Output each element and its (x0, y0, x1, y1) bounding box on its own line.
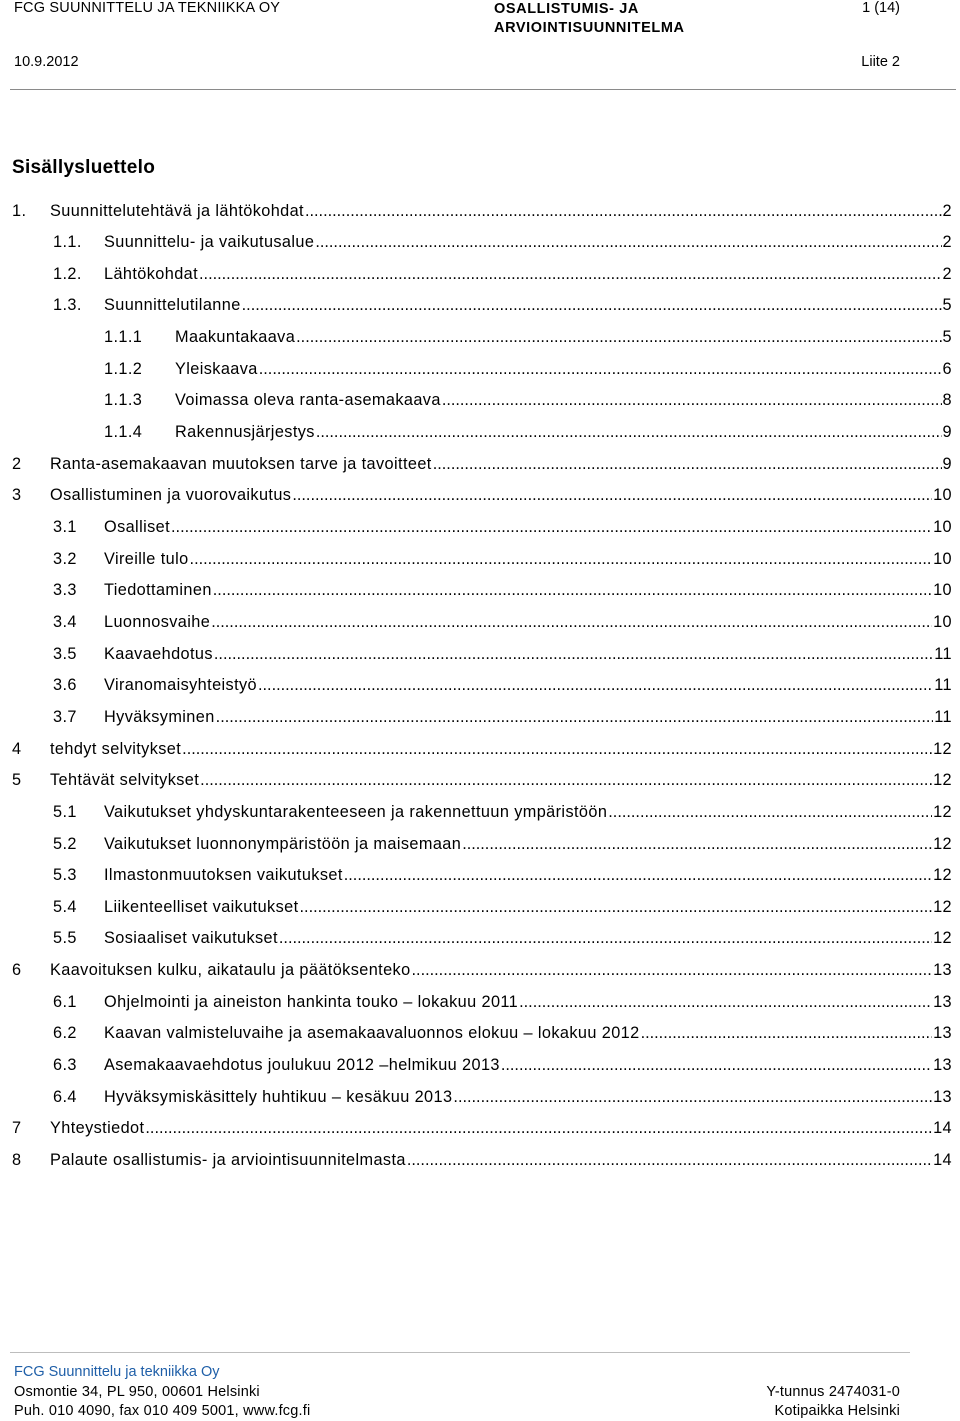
toc-entry-title: tehdyt selvitykset (50, 739, 182, 758)
header-doc-title-line1: OSALLISTUMIS- JA (494, 1, 639, 17)
toc-dot-leader (519, 993, 932, 1012)
toc-entry-page: 2 (942, 233, 952, 252)
toc-dot-leader (200, 771, 932, 790)
toc-entry-title: Sosiaaliset vaikutukset (104, 929, 278, 948)
footer-divider (10, 1352, 910, 1353)
toc-entry-number: 7 (12, 1119, 22, 1138)
toc-entry[interactable] (12, 449, 952, 479)
footer-address: Osmontie 34, PL 950, 00601 Helsinki (14, 1384, 260, 1400)
toc-entry-number: 5 (12, 771, 22, 790)
toc-entry-number: 3 (12, 486, 22, 505)
toc-entry-title: Vaikutukset yhdyskuntarakenteeseen ja rakennettuun ympäristöön (104, 802, 608, 821)
toc-dot-leader (259, 360, 942, 379)
toc-entry[interactable] (53, 797, 952, 827)
header-divider (10, 89, 956, 90)
toc-entry-number: 5.4 (53, 897, 77, 916)
toc-entry-page: 12 (933, 866, 952, 885)
toc-entry-number: 8 (12, 1151, 22, 1169)
toc-entry-number: 6.4 (53, 1087, 77, 1106)
footer-company[interactable]: FCG Suunnittelu ja tekniikka Oy (14, 1364, 220, 1380)
header-attachment: Liite 2 (861, 54, 900, 70)
toc-entry-page: 12 (933, 771, 952, 790)
toc-entry-title: Maakuntakaava (175, 328, 296, 347)
toc-entry[interactable] (53, 513, 952, 543)
toc-entry-title: Luonnosvaihe (104, 612, 211, 631)
toc-entry-title: Ranta-asemakaavan muutoksen tarve ja tavoitteet (50, 454, 432, 473)
toc-entry-page: 2 (942, 201, 952, 220)
toc-entry-page: 13 (933, 992, 952, 1011)
toc-entry[interactable] (12, 196, 952, 226)
toc-entry-title: Vireille tulo (104, 549, 189, 568)
toc-entry[interactable] (53, 1051, 952, 1081)
toc-entry-page: 10 (933, 518, 952, 536)
toc-entry-number: 1.1.3 (104, 391, 143, 410)
toc-dot-leader (641, 1024, 933, 1043)
toc-entry-title: Viranomaisyhteistyö (104, 676, 257, 695)
toc-entry-page: 14 (933, 1151, 952, 1169)
toc-entry[interactable] (53, 607, 952, 637)
toc-dot-leader (453, 1088, 932, 1107)
toc-entry-title: Suunnittelutilanne (104, 296, 241, 315)
toc-dot-leader (182, 740, 932, 759)
toc-entry[interactable] (104, 418, 952, 448)
toc-entry-number: 5.2 (53, 834, 77, 853)
toc-entry-title: Tiedottaminen (104, 581, 212, 600)
toc-entry-number: 3.7 (53, 707, 77, 726)
toc-entry-title: Yleiskaava (175, 359, 258, 378)
toc-entry-page: 12 (933, 834, 952, 853)
toc-entry-number: 2 (12, 454, 22, 473)
toc-dot-leader (171, 518, 932, 537)
toc-entry-page: 12 (933, 929, 952, 948)
toc-dot-leader (145, 1119, 932, 1138)
toc-entry[interactable] (12, 766, 952, 796)
toc-entry[interactable] (53, 861, 952, 891)
toc-entry-number: 6.3 (53, 1056, 77, 1075)
page-header (0, 0, 960, 90)
toc-entry[interactable] (12, 1146, 952, 1176)
toc-entry-page: 14 (933, 1119, 952, 1138)
toc-dot-leader (216, 708, 934, 727)
toc-entry-number: 5.5 (53, 929, 77, 948)
toc-entry-page: 12 (933, 897, 952, 916)
toc-entry[interactable] (53, 228, 952, 258)
toc-entry[interactable] (12, 734, 952, 764)
toc-entry-number: 4 (12, 739, 22, 758)
toc-entry-number: 3.5 (53, 644, 77, 663)
toc-entry-page: 10 (933, 612, 952, 631)
toc-entry[interactable] (53, 671, 952, 701)
toc-dot-leader (279, 929, 932, 948)
toc-entry[interactable] (104, 323, 952, 353)
toc-entry-title: Asemakaavaehdotus joulukuu 2012 –helmikuu 2013 (104, 1056, 500, 1075)
toc-entry-title: Tehtävät selvitykset (50, 771, 200, 790)
toc-entry-title: Osallistuminen ja vuorovaikutus (50, 486, 292, 505)
toc-dot-leader (412, 961, 933, 980)
toc-entry[interactable] (12, 481, 952, 511)
toc-entry[interactable] (53, 1082, 952, 1112)
toc-dot-leader (242, 296, 942, 315)
toc-dot-leader (442, 391, 942, 410)
toc-entry[interactable] (53, 987, 952, 1017)
toc-entry-page: 10 (933, 486, 952, 505)
toc-entry-number: 6.1 (53, 992, 77, 1011)
toc-entry-page: 13 (933, 1056, 952, 1075)
toc-entry-number: 3.2 (53, 549, 77, 568)
toc-entry-title: Voimassa oleva ranta-asemakaava (175, 391, 441, 410)
toc-entry-page: 12 (933, 802, 952, 821)
toc-entry-number: 1.1. (53, 233, 82, 252)
toc-entry-page: 2 (942, 264, 952, 283)
toc-entry-number: 3.3 (53, 581, 77, 600)
toc-dot-leader (315, 233, 941, 252)
toc-entry[interactable] (53, 892, 952, 922)
toc-dot-leader (296, 328, 941, 347)
toc-entry-page: 11 (934, 676, 952, 695)
toc-entry-number: 3.6 (53, 676, 77, 695)
toc-entry-number: 5.3 (53, 866, 77, 885)
toc-entry-number: 6 (12, 961, 22, 980)
toc-entry[interactable] (12, 1114, 952, 1144)
toc-entry[interactable] (53, 576, 952, 606)
toc-dot-leader (211, 613, 932, 632)
toc-entry-title: Osalliset (104, 518, 171, 536)
header-page-number: 1 (14) (862, 0, 900, 16)
toc-entry[interactable] (104, 386, 952, 416)
toc-entry[interactable] (53, 291, 952, 321)
toc-entry[interactable] (12, 956, 952, 986)
toc-entry[interactable] (53, 829, 952, 859)
toc-dot-leader (258, 676, 933, 695)
toc-dot-leader (344, 866, 932, 885)
toc-entry-title: Rakennusjärjestys (175, 423, 315, 442)
header-company: FCG SUUNNITTELU JA TEKNIIKKA OY (14, 0, 281, 16)
toc-entry-number: 3.1 (53, 518, 77, 536)
toc-entry-page: 11 (934, 644, 952, 663)
toc-title: Sisällysluettelo (12, 157, 156, 178)
toc-entry-page: 5 (942, 296, 952, 315)
footer-business-id: Y-tunnus 2474031-0 (766, 1384, 900, 1400)
toc-entry-title: Lähtökohdat (104, 264, 199, 283)
toc-dot-leader (608, 803, 932, 822)
toc-entry-number: 1.1.4 (104, 423, 143, 442)
toc-dot-leader (501, 1056, 932, 1075)
toc-dot-leader (190, 550, 933, 569)
toc-entry[interactable] (53, 924, 952, 954)
toc-entry[interactable] (53, 544, 952, 574)
toc-entry-title: Ohjelmointi ja aineiston hankinta touko – lokakuu 2011 (104, 992, 519, 1011)
footer-contact: Puh. 010 4090, fax 010 409 5001, www.fcg.fi (14, 1403, 311, 1419)
toc-dot-leader (300, 898, 933, 917)
toc-entry[interactable] (53, 702, 952, 732)
toc-entry-page: 10 (933, 549, 952, 568)
toc-entry-page: 13 (933, 961, 952, 980)
toc-dot-leader (407, 1151, 932, 1170)
toc-dot-leader (214, 645, 933, 664)
toc-dot-leader (433, 455, 942, 474)
toc-entry-number: 5.1 (53, 802, 77, 821)
toc-entry-title: Hyväksyminen (104, 707, 215, 726)
header-doc-title (494, 0, 685, 38)
toc-entry-title: Suunnittelu- ja vaikutusalue (104, 233, 315, 252)
toc-entry-page: 13 (933, 1024, 952, 1043)
toc-entry[interactable] (53, 259, 952, 289)
toc-entry-page: 13 (933, 1087, 952, 1106)
toc-dot-leader (213, 581, 932, 600)
toc-entry-number: 1.1.2 (104, 359, 143, 378)
toc-entry-page: 5 (942, 328, 952, 347)
toc-entry-number: 1. (12, 201, 27, 220)
toc-entry-page: 6 (942, 359, 952, 378)
toc-entry-title: Kaavoituksen kulku, aikataulu ja päätöksenteko (50, 961, 411, 980)
toc-entry-title: Suunnittelutehtävä ja lähtökohdat (50, 201, 304, 220)
toc-entry-page: 11 (934, 707, 952, 726)
toc-entry-title: Ilmastonmuutoksen vaikutukset (104, 866, 343, 885)
toc-dot-leader (199, 265, 942, 284)
toc-entry[interactable] (53, 639, 952, 669)
toc-entry-number: 1.1.1 (104, 328, 143, 347)
footer-domicile: Kotipaikka Helsinki (774, 1403, 900, 1419)
toc-entry-title: Palaute osallistumis- ja arviointisuunnitelmasta (50, 1151, 406, 1169)
toc-entry-number: 1.3. (53, 296, 82, 315)
header-date: 10.9.2012 (14, 54, 79, 70)
toc-entry-number: 6.2 (53, 1024, 77, 1043)
toc-dot-leader (305, 202, 942, 221)
toc-dot-leader (292, 486, 932, 505)
toc-entry-page: 8 (942, 391, 952, 410)
toc-entry-title: Vaikutukset luonnonympäristöön ja maisemaan (104, 834, 462, 853)
toc-entry-title: Yhteystiedot (50, 1119, 145, 1138)
header-doc-title-line2: ARVIOINTISUUNNITELMA (494, 20, 685, 36)
toc-entry-page: 10 (933, 581, 952, 600)
toc-entry-number: 3.4 (53, 612, 77, 631)
toc-dot-leader (462, 835, 932, 854)
toc-entry-title: Kaavaehdotus (104, 644, 213, 663)
toc-entry[interactable] (104, 354, 952, 384)
toc-entry-page: 9 (942, 454, 952, 473)
toc-entry-title: Kaavan valmisteluvaihe ja asemakaavaluonnos elokuu – lokakuu 2012 (104, 1024, 640, 1043)
toc-entry-page: 9 (942, 423, 952, 442)
toc-entry-title: Hyväksymiskäsittely huhtikuu – kesäkuu 2013 (104, 1087, 453, 1106)
toc-dot-leader (316, 423, 942, 442)
toc-entry-title: Liikenteelliset vaikutukset (104, 897, 299, 916)
toc-entry-number: 1.2. (53, 264, 82, 283)
toc-entry[interactable] (53, 1019, 952, 1049)
toc-entry-page: 12 (933, 739, 952, 758)
